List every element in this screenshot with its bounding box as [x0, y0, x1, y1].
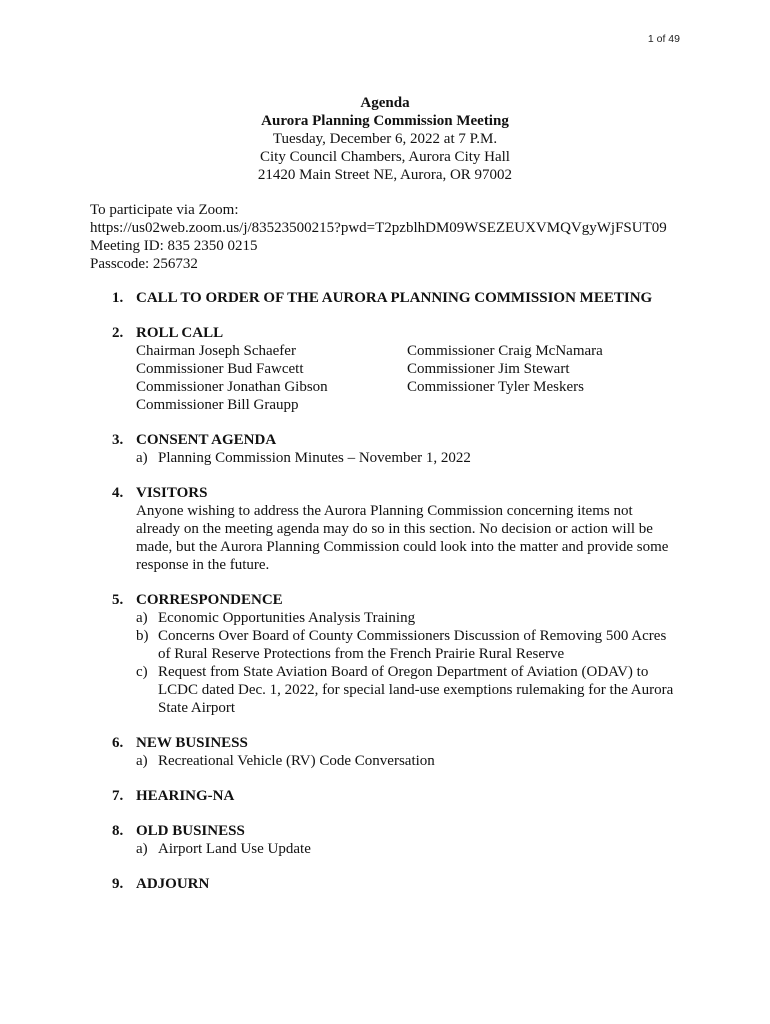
meeting-name: Aurora Planning Commission Meeting: [261, 113, 509, 129]
item-title: HEARING-NA: [136, 788, 235, 804]
agenda-item-roll-call: [90, 324, 690, 414]
commissioner-name: Commissioner Jim Stewart: [407, 361, 570, 377]
text-line: Anyone wishing to address the Aurora Planning Commission concerning items not: [136, 503, 633, 519]
sub-text: LCDC dated Dec. 1, 2022, for special land-use exemptions rulemaking for the Aurora: [158, 682, 674, 698]
agenda-title: Agenda: [360, 95, 410, 111]
zoom-link[interactable]: https://us02web.zoom.us/j/83523500215?pwd=T2pzblhDM09WSEZEUXVMQVgyWjFSUT09: [90, 220, 667, 236]
item-number: 7.: [112, 788, 124, 804]
agenda-item-visitors: [90, 484, 690, 574]
agenda-header: [0, 94, 770, 184]
sub-letter: a): [136, 753, 148, 769]
visitors-text: [90, 502, 690, 574]
agenda-item-hearing: [90, 787, 690, 805]
sub-letter: c): [136, 664, 148, 680]
commissioner-name: Chairman Joseph Schaefer: [136, 343, 296, 359]
page-indicator: 1 of 49: [647, 33, 680, 45]
sub-text: Airport Land Use Update: [158, 841, 311, 857]
roll-call-list: [90, 342, 690, 414]
zoom-intro: To participate via Zoom:: [90, 202, 239, 218]
item-title: VISITORS: [136, 485, 208, 501]
item-number: 9.: [112, 876, 124, 892]
zoom-passcode: Passcode: 256732: [90, 256, 198, 272]
item-title: CONSENT AGENDA: [136, 432, 277, 448]
text-line: response in the future.: [136, 557, 270, 573]
agenda-item-adjourn: [90, 875, 690, 893]
commissioner-name: Commissioner Tyler Meskers: [407, 379, 584, 395]
meeting-date: Tuesday, December 6, 2022 at 7 P.M.: [272, 131, 498, 147]
sub-item: [90, 663, 690, 717]
sub-text: Recreational Vehicle (RV) Code Conversation: [158, 753, 435, 769]
sub-text: State Airport: [158, 700, 236, 716]
sub-item: [90, 840, 690, 858]
item-title: NEW BUSINESS: [136, 735, 248, 751]
item-number: 8.: [112, 823, 124, 839]
sub-letter: a): [136, 841, 148, 857]
text-line: already on the meeting agenda may do so in this section. No decision or action will be: [136, 521, 653, 537]
sub-letter: b): [136, 628, 149, 644]
sub-text: Planning Commission Minutes – November 1, 2022: [158, 450, 471, 466]
sub-item: [90, 752, 690, 770]
agenda-item-call-to-order: [90, 289, 690, 307]
sub-item: [90, 609, 690, 627]
agenda-item-new-business: [90, 734, 690, 770]
meeting-location: City Council Chambers, Aurora City Hall: [260, 149, 510, 165]
sub-letter: a): [136, 610, 148, 626]
commissioner-name: Commissioner Jonathan Gibson: [136, 379, 328, 395]
item-number: 2.: [112, 325, 124, 341]
agenda-list: [90, 289, 690, 893]
zoom-meeting-id: Meeting ID: 835 2350 0215: [90, 238, 258, 254]
agenda-item-consent: [90, 431, 690, 467]
item-number: 4.: [112, 485, 124, 501]
sub-text: of Rural Reserve Protections from the French Prairie Rural Reserve: [158, 646, 565, 662]
sub-text: Request from State Aviation Board of Oregon Department of Aviation (ODAV) to: [158, 664, 649, 680]
item-number: 6.: [112, 735, 124, 751]
agenda-item-old-business: [90, 822, 690, 858]
item-number: 1.: [112, 290, 124, 306]
sub-item: [90, 627, 690, 663]
commissioner-name: Commissioner Bill Graupp: [136, 397, 299, 413]
item-title: CALL TO ORDER OF THE AURORA PLANNING COMMISSION MEETING: [136, 290, 653, 306]
meeting-address: 21420 Main Street NE, Aurora, OR 97002: [257, 167, 513, 183]
item-number: 3.: [112, 432, 124, 448]
sub-item: [90, 449, 690, 467]
sub-text: Economic Opportunities Analysis Training: [158, 610, 416, 626]
item-number: 5.: [112, 592, 124, 608]
commissioner-name: Commissioner Craig McNamara: [407, 343, 603, 359]
commissioner-name: Commissioner Bud Fawcett: [136, 361, 304, 377]
item-title: OLD BUSINESS: [136, 823, 245, 839]
item-title: CORRESPONDENCE: [136, 592, 283, 608]
agenda-item-correspondence: [90, 591, 690, 717]
zoom-info: [90, 201, 667, 273]
sub-text: Concerns Over Board of County Commissioners Discussion of Removing 500 Acres: [158, 628, 667, 644]
item-title: ROLL CALL: [136, 325, 224, 341]
item-title: ADJOURN: [136, 876, 210, 892]
sub-letter: a): [136, 450, 148, 466]
text-line: made, but the Aurora Planning Commission could look into the matter and provide some: [136, 539, 669, 555]
